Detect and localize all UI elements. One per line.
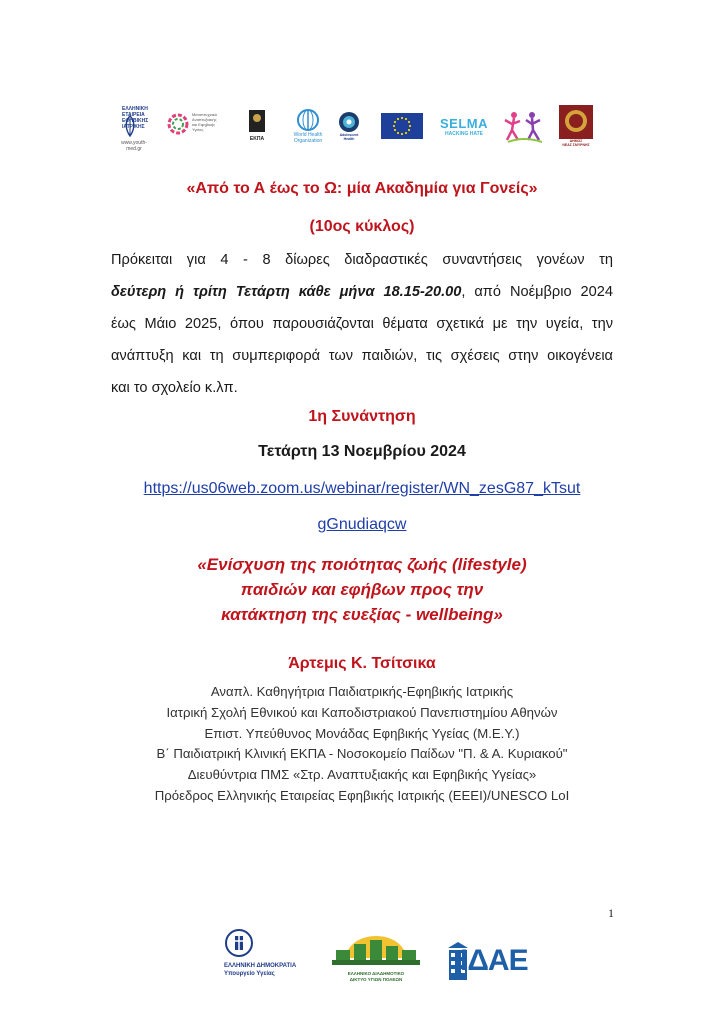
hellenic-republic-text: ΕΛΛΗΝΙΚΗ ΔΗΜΟΚΡΑΤΙΑ (224, 963, 297, 969)
zoom-link-line-1 (0, 480, 724, 498)
eeei-text-0: ΕΛΛΗΝΙΚΗ (122, 106, 148, 112)
pms-text-1: Αναπτυξιακής (192, 117, 217, 122)
who-emblem-icon (296, 108, 320, 132)
who-text-0: World Health (293, 132, 323, 138)
intro-text: , από Νοέμβριο 2024 (461, 284, 613, 300)
footer-logos (0, 928, 724, 988)
idae-logo (446, 936, 528, 986)
page-title: «Από το Α έως το Ω: μία Ακαδημία για Γονείς» (186, 180, 538, 197)
dancers-icon (502, 108, 546, 144)
topic-line: κατάκτηση της ευεξίας - wellbeing» (221, 605, 503, 624)
intro-text: Πρόκειται για 4 - 8 δίωρες διαδραστικές συναντήσεις γονέων τη (111, 252, 613, 268)
credential-line: Πρόεδρος Ελληνικής Εταιρείας Εφηβικής Ιατρικής (ΕΕΕΙ)/UNESCO LoI (154, 787, 570, 803)
credential-line: Αναπλ. Καθηγήτρια Παιδιατρικής-Εφηβικής Ιατρικής (210, 684, 514, 699)
adolescent-health-text: Adolescent Health (339, 133, 359, 141)
eeei-text-2: ΕΦΗΒΙΚΗΣ (122, 118, 149, 124)
hellenic-republic-logo (218, 928, 314, 984)
eu-flag-logo (380, 100, 424, 152)
greek-emblem-icon (224, 928, 254, 958)
credential-line: Επιστ. Υπεύθυνος Μονάδας Εφηβικής Υγείας (Μ.Ε.Υ.) (204, 725, 520, 741)
ekpa-logo (244, 100, 270, 152)
eeei-logo (108, 100, 152, 152)
header-logos (108, 100, 608, 152)
ekpa-text: ΕΚΠΑ (249, 136, 265, 142)
intro-line (111, 340, 613, 372)
nea-smyrni-text-1: ΝΕΑΣ ΣΜΥΡΝΗΣ (562, 143, 590, 147)
healthy-cities-text-1: ΔΙΚΤΥΟ ΥΓΙΩΝ ΠΟΛΕΩΝ (349, 976, 403, 982)
credential-line: Ιατρική Σχολή Εθνικού και Καποδιστριακού Πανεπιστημίου Αθηνών (166, 704, 558, 720)
speaker-credentials (0, 682, 724, 807)
credential-line: Διευθύντρια ΠΜΣ «Στρ. Αναπτυξιακής και Εφηβικής Υγείας» (187, 767, 537, 783)
eeei-text-3: ΙΑΤΡΙΚΗΣ (122, 124, 145, 130)
intro-line (111, 276, 613, 308)
intro-paragraph (111, 244, 613, 404)
lecture-topic (0, 552, 724, 627)
eeei-url: www.youth-med.gr (121, 140, 147, 152)
credential-line: Β΄ Παιδιατρική Κλινική ΕΚΠΑ - Νοσοκομείο Παίδων "Π. & Α. Κυριακού" (156, 746, 568, 762)
healthy-cities-logo (332, 932, 420, 986)
zoom-link-line-2 (0, 516, 724, 534)
topic-line: παιδιών και εφήβων προς την (240, 580, 484, 599)
idae-text: ΙΔΑΕ (460, 944, 528, 977)
ekpa-athena-icon (247, 110, 267, 136)
selma-subtext: HACKING HATE (445, 130, 483, 137)
pms-text-0: Μεταπτυχιακό (192, 112, 217, 117)
pms-logo (166, 100, 226, 152)
nea-smyrni-text-0: ΔΗΜΟΣ (569, 139, 583, 143)
healthy-cities-text-0: ΕΛΛΗΝΙΚΟ ΔΙΑΔΗΜΟΤΙΚΟ (347, 971, 405, 976)
adolescent-health-logo (334, 100, 364, 152)
meeting-label: 1η Συνάντηση (308, 408, 416, 425)
cycle-label: (10ος κύκλος) (309, 218, 415, 235)
healthy-cities-icon (332, 932, 420, 966)
page-number: 1 (608, 906, 614, 920)
who-text-1: Organization (293, 138, 323, 144)
intro-line (111, 308, 613, 340)
pms-text-3: Υγείας (192, 127, 204, 132)
intro-text: και το σχολείο κ.λπ. (111, 380, 238, 396)
pms-text-2: και Εφηβικής (192, 122, 216, 127)
intro-text: ανάπτυξη και τη συμπεριφορά των παιδιών, τις σχέσεις στην οικογένεια (111, 348, 613, 364)
nea-smyrni-logo (556, 100, 596, 152)
intro-text: έως Μάιο 2025, όπου παρουσιάζονται θέματα σχετικά με την υγεία, την (111, 316, 613, 332)
eeei-text-1: ΕΤΑΙΡΕΙΑ (122, 112, 145, 118)
zoom-link-continued[interactable]: gGnudiaqcw (317, 516, 407, 533)
nea-smyrni-seal-icon (559, 105, 593, 139)
selma-text: SELMA (440, 115, 488, 131)
meeting-date: Τετάρτη 13 Νοεμβρίου 2024 (258, 443, 466, 460)
pms-ring-icon (166, 112, 190, 136)
intro-line (111, 244, 613, 276)
ministry-text: Υπουργείο Υγείας (224, 971, 275, 977)
intro-line (111, 372, 613, 404)
topic-line: «Ενίσχυση της ποιότητας ζωής (lifestyle) (197, 555, 527, 574)
dance-logo (500, 100, 548, 152)
zoom-link[interactable]: https://us06web.zoom.us/webinar/register/WN_zesG87_kTsut (143, 480, 581, 497)
schedule-text: δεύτερη ή τρίτη Τετάρτη κάθε μήνα 18.15-20.00 (111, 284, 462, 300)
who-logo (288, 100, 328, 152)
selma-logo (436, 100, 492, 152)
speaker-name: Άρτεμις Κ. Τσίτσικα (288, 655, 436, 672)
eu-flag-icon (381, 113, 423, 139)
adolescent-health-icon (338, 111, 360, 133)
